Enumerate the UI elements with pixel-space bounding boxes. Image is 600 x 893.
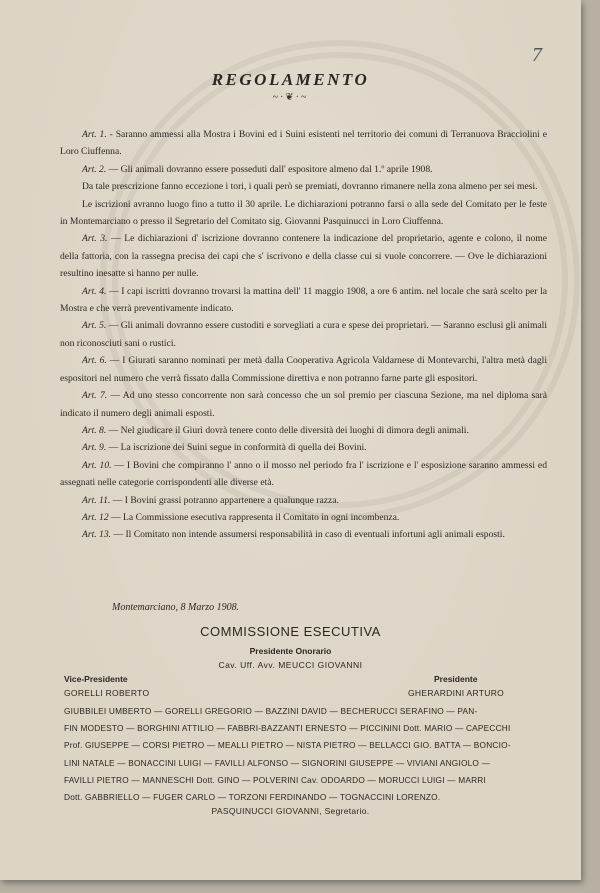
president-title: Presidente: [434, 674, 478, 684]
members-line: LINI NATALE — BONACCINI LUIGI — FAVILLI ALFONSO — SIGNORINI GIUSEPPE — VIVIANI ANGIOLO —: [64, 757, 491, 768]
article-12: Art. 12 — La Commissione esecutiva rappresenta il Comitato in ogni incombenza.: [82, 511, 400, 523]
president-name: GHERARDINI ARTURO: [408, 688, 505, 698]
members-list: [64, 703, 549, 806]
article-2-registrations: Le iscrizioni avranno luogo fino a tutto il 30 aprile. Le dichiarazioni potranno farsi o alla sede del Comitato per le feste in Montemarciano o presso il Segretario del Comitato sig. Giovanni Pasquinucci in Loro Ciuffenna.: [60, 198, 547, 228]
commission-title: COMMISSIONE ESECUTIVA: [200, 624, 381, 639]
article-4: Art. 4. — I capi iscritti dovranno trovarsi la mattina dell' 11 maggio 1908, a ore 6 antim. nel locale che sarà scelto per la Mostra e che verrà preventivamente indicato.: [60, 285, 547, 315]
articles-body: [60, 126, 547, 544]
article-8: Art. 8. — Nel giudicare il Giurì dovrà tenere conto delle diversità dei luoghi di dimora degli animali.: [82, 424, 469, 436]
title-ornament: ~·❦·~: [272, 92, 309, 103]
article-7: Art. 7. — Ad uno stesso concorrente non sarà concesso che un sol premio per ciascuna Sezione, ma nel diploma sarà indicato il numero degli animali esposti.: [60, 390, 547, 419]
article-13: Art. 13. — Il Comitato non intende assumersi responsabilità in caso di eventuali infortuni agli animali esposti.: [82, 529, 505, 541]
dateline: Montemarciano, 8 Marzo 1908.: [112, 602, 240, 613]
vice-president-name: GORELLI ROBERTO: [64, 688, 150, 698]
article-2: Art. 2. — Gli animali dovranno essere posseduti dall' espositore almeno dal 1.º aprile 1908.: [82, 163, 433, 175]
page-number: 7: [532, 44, 542, 66]
vice-president-title: Vice-Presidente: [64, 674, 128, 684]
secretary: PASQUINUCCI GIOVANNI, Segretario.: [211, 806, 370, 816]
article-6: Art. 6. — I Giurati saranno nominati per metà dalla Cooperativa Agricola Valdarnese di Montevarchi, l'altra metà dagli espositori nel numero che verrà fissato dalla Commissione direttiva e non potranno farne parte gli espositori.: [60, 355, 547, 384]
honorary-president-title: Presidente Onorario: [249, 646, 332, 656]
members-line: Prof. GIUSEPPE — CORSI PIETRO — MEALLI PIETRO — NISTA PIETRO — BELLACCI GIO. BATTA — BONCIO-: [64, 740, 511, 751]
members-line: FAVILLI PIETRO — MANNESCHI Dott. GINO — POLVERINI Cav. ODOARDO — MORUCCI LUIGI — MARRI: [64, 774, 486, 785]
article-11: Art. 11. — I Bovini grassi potranno appartenere a qualunque razza.: [82, 494, 339, 506]
members-line: GIUBBILEI UMBERTO — GORELLI GREGORIO — BAZZINI DAVID — BECHERUCCI SERAFINO — PAN-: [64, 706, 478, 716]
article-9: Art. 9. — La iscrizione dei Suini segue in conformità di quella dei Bovini.: [82, 442, 367, 454]
article-3: Art. 3. — Le dichiarazioni d' iscrizione dovranno contenere la indicazione del proprietario, agente e colono, il nome della fattoria, con la rassegna precisa dei capi che s' iscrivono e della classe cui si vuole concorrere. — Ove le dichiarazioni resultino inesatte si hanno per nulle.: [60, 233, 547, 280]
members-line: Dott. GABBRIELLO — FUGER CARLO — TORZONI FERDINANDO — TOGNACCINI LORENZO.: [64, 792, 441, 803]
article-10: Art. 10. — I Bovini che compiranno l' anno o il mosso nel periodo fra l' iscrizione e l' esposizione saranno ammessi ed assegnati nelle categorie corrispondenti alle diverse età.: [60, 459, 547, 489]
article-5: Art. 5. — Gli animali dovranno essere custoditi e sorvegliati a cura e spese dei proprietari. — Saranno esclusi gli animali non riconosciuti sani o rustici.: [60, 320, 547, 349]
members-line: FIN MODESTO — BORGHINI ATTILIO — FABBRI-BAZZANTI ERNESTO — PICCININI Dott. MARIO — CAPECCHI: [64, 723, 511, 734]
honorary-president-name: Cav. Uff. Avv. MEUCCI GIOVANNI: [218, 660, 363, 670]
article-2-note: Da tale prescrizione fanno eccezione i tori, i quali però se premiati, dovranno rimanere nella zona almeno per sei mesi.: [82, 181, 538, 193]
page-title: REGOLAMENTO: [211, 70, 370, 89]
article-1: Art. 1. - Saranno ammessi alla Mostra i Bovini ed i Suini esistenti nel territorio dei comuni di Terranuova Bracciolini e Loro Ciuffenna.: [60, 129, 547, 158]
